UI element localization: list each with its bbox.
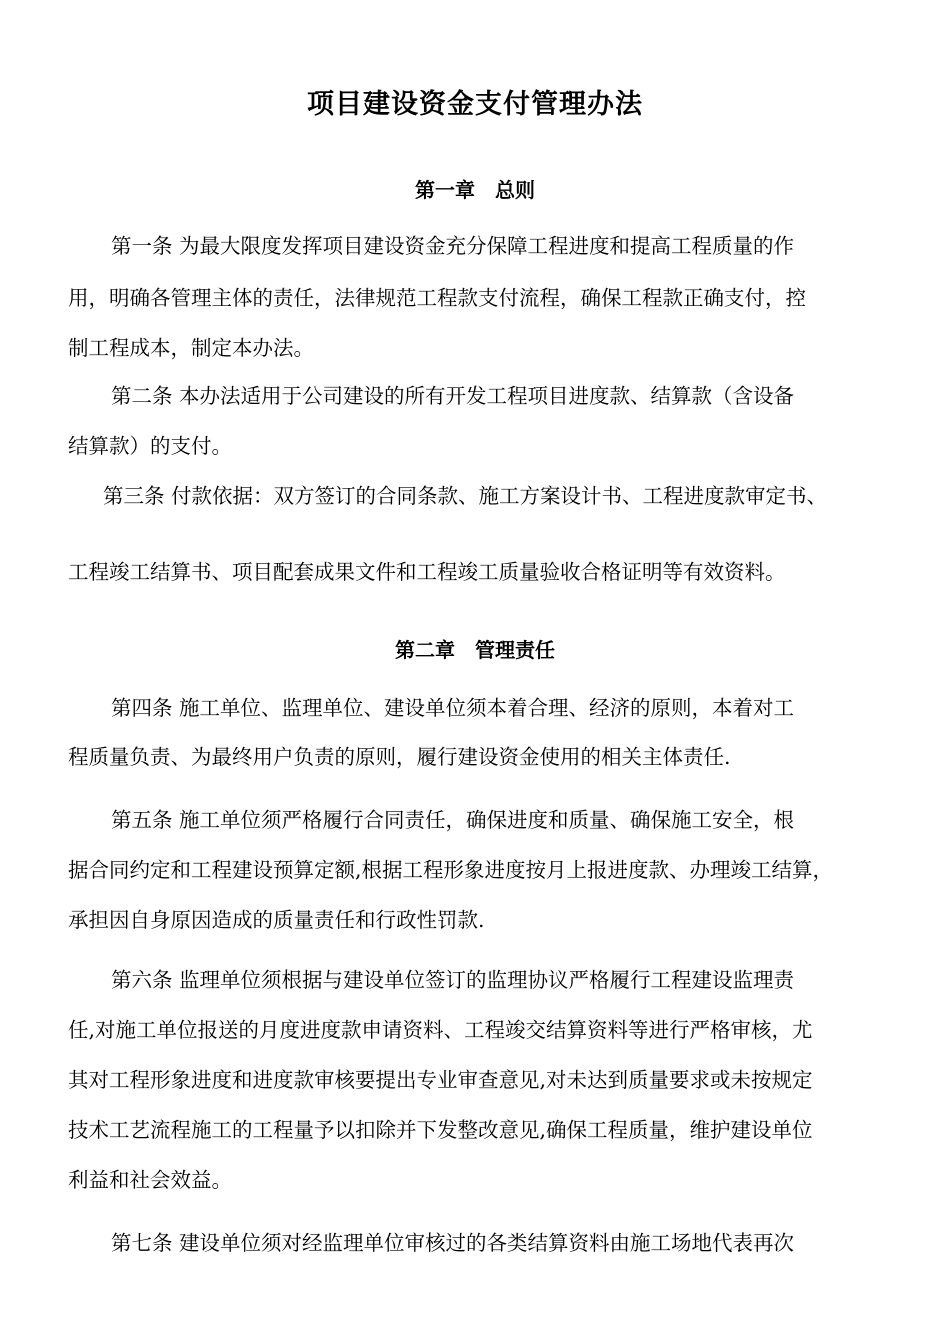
article-3-line-2: 工程竣工结算书、项目配套成果文件和工程竣工质量验收合格证明等有效资料。 — [68, 560, 786, 584]
article-5-line-2: 据合同约定和工程建设预算定额,根据工程形象进度按月上报进度款、办理竣工结算， — [68, 858, 834, 882]
article-6-line-1: 第六条 监理单位须根据与建设单位签订的监理协议严格履行工程建设监理责 — [111, 968, 795, 992]
article-7-line-1: 第七条 建设单位须对经监理单位审核过的各类结算资料由施工场地代表再次 — [111, 1231, 795, 1255]
article-6-line-4: 技术工艺流程施工的工程量予以扣除并下发整改意见,确保工程质量，维护建设单位 — [68, 1118, 813, 1142]
article-6-line-2: 任,对施工单位报送的月度进度款申请资料、工程竣交结算资料等进行严格审核，尤 — [68, 1018, 813, 1042]
document-title: 项目建设资金支付管理办法 — [307, 89, 643, 120]
article-4-line-1: 第四条 施工单位、监理单位、建设单位须本着合理、经济的原则，本着对工 — [111, 696, 795, 720]
article-5-line-1: 第五条 施工单位须严格履行合同责任，确保进度和质量、确保施工安全，根 — [111, 808, 795, 832]
chapter-heading-2: 第二章 管理责任 — [395, 638, 555, 662]
article-6-line-3: 其对工程形象进度和进度款审核要提出专业审查意见,对未达到质量要求或未按规定 — [68, 1068, 813, 1092]
chapter-heading-1: 第一章 总则 — [415, 178, 535, 202]
article-4-line-2: 程质量负责、为最终用户负责的原则，履行建设资金使用的相关主体责任. — [68, 745, 731, 769]
article-1-line-2: 用，明确各管理主体的责任，法律规范工程款支付流程，确保工程款正确支付，控 — [68, 286, 806, 310]
article-1-line-3: 制工程成本，制定本办法。 — [68, 336, 314, 360]
article-1-line-1: 第一条 为最大限度发挥项目建设资金充分保障工程进度和提高工程质量的作 — [111, 234, 795, 258]
article-3-line-1: 第三条 付款依据：双方签订的合同条款、施工方案设计书、工程进度款审定书、 — [103, 484, 828, 508]
article-6-line-5: 利益和社会效益。 — [68, 1168, 232, 1192]
article-2-line-1: 第二条 本办法适用于公司建设的所有开发工程项目进度款、结算款（含设备 — [111, 384, 795, 408]
article-5-line-3: 承担因自身原因造成的质量责任和行政性罚款. — [68, 908, 485, 932]
article-2-line-2: 结算款）的支付。 — [68, 434, 232, 458]
